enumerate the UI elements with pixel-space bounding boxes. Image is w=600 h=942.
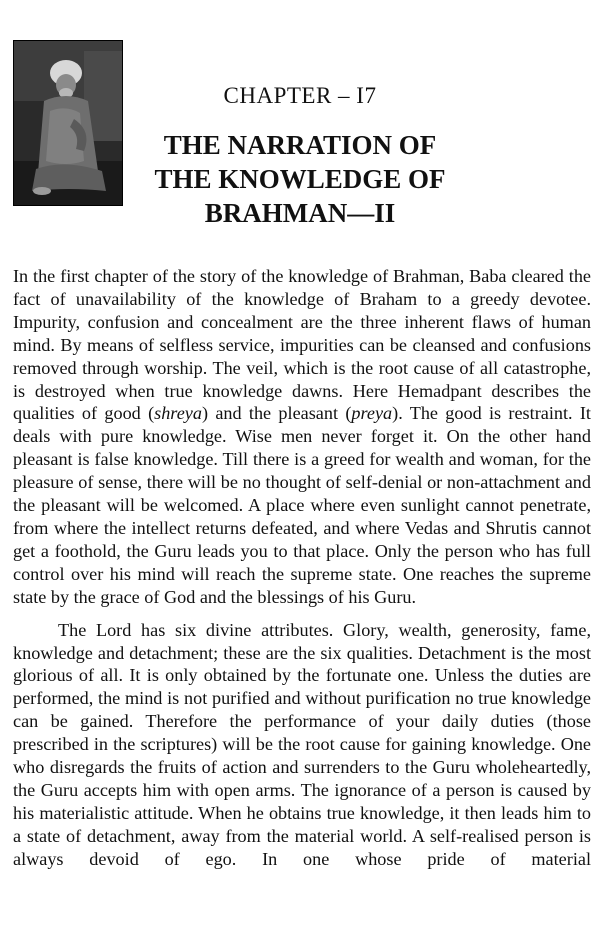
paragraph — [13, 265, 591, 609]
paragraph-text: In the first chapter of the story of the knowledge of Brahman, Baba cleared the fact of unavailability of the knowledge of Braham to a greedy devotee. Impurity, confusion and concealment are the three inherent flaws of human mind. By means of selfless service, impurities can be cleansed and confusions removed through worship. The veil, which is the root cause of all catastrophe, is destroyed when true knowledge dawns. Here Hemadpant describes the qualities of good ( — [13, 266, 591, 424]
term-shreya: shreya — [154, 403, 202, 424]
portrait-photo — [13, 40, 123, 206]
paragraph: The Lord has six divine attributes. Glory, wealth, generosity, fame, knowledge and detachment; these are the six qualities. Detachment is the most glorious of all. It is only obtained by the fortunate one. Unless the duties are performed, the mind is not purified and without purification no true knowledge can be gained. Therefore the performance of your daily duties (those prescribed in the scriptures) will be the root cause for gaining knowledge. One who disregards the fruits of action and surrenders to the Guru wholeheartedly, the Guru accepts him with open arms. The ignorance of a person is caused by his materialistic attitude. When he obtains true knowledge, it then leads him to a state of detachment, away from the material world. A self-realised person is always devoid of ego. In one whose pride of material — [13, 619, 591, 869]
term-preya: preya — [351, 403, 393, 424]
chapter-title — [120, 128, 480, 230]
body-text — [13, 265, 591, 881]
chapter-number: CHAPTER – I7 — [223, 83, 377, 108]
chapter-title-line: THE KNOWLEDGE OF — [154, 164, 446, 194]
chapter-title-line: BRAHMAN—II — [204, 198, 396, 228]
paragraph-text: ). The good is restraint. It deals with pure knowledge. Wise men never forget it. On the other hand pleasant is false knowledge. Till there is a greed for wealth and woman, for the pleasure of sense, there will be no thought of self-denial or non-attachment and the pleasant will be welcomed. A place where even sunlight cannot penetrate, from where the intellect returns defeated, and where Vedas and Shrutis cannot get a foothold, the Guru leads you to that place. Only the person who has full control over his mind will reach the supreme state. One reaches the supreme state by the grace of God and the blessings of his Guru. — [13, 403, 591, 607]
paragraph-text: ) and the pleasant ( — [201, 403, 352, 424]
chapter-title-line: THE NARRATION OF — [163, 130, 437, 160]
